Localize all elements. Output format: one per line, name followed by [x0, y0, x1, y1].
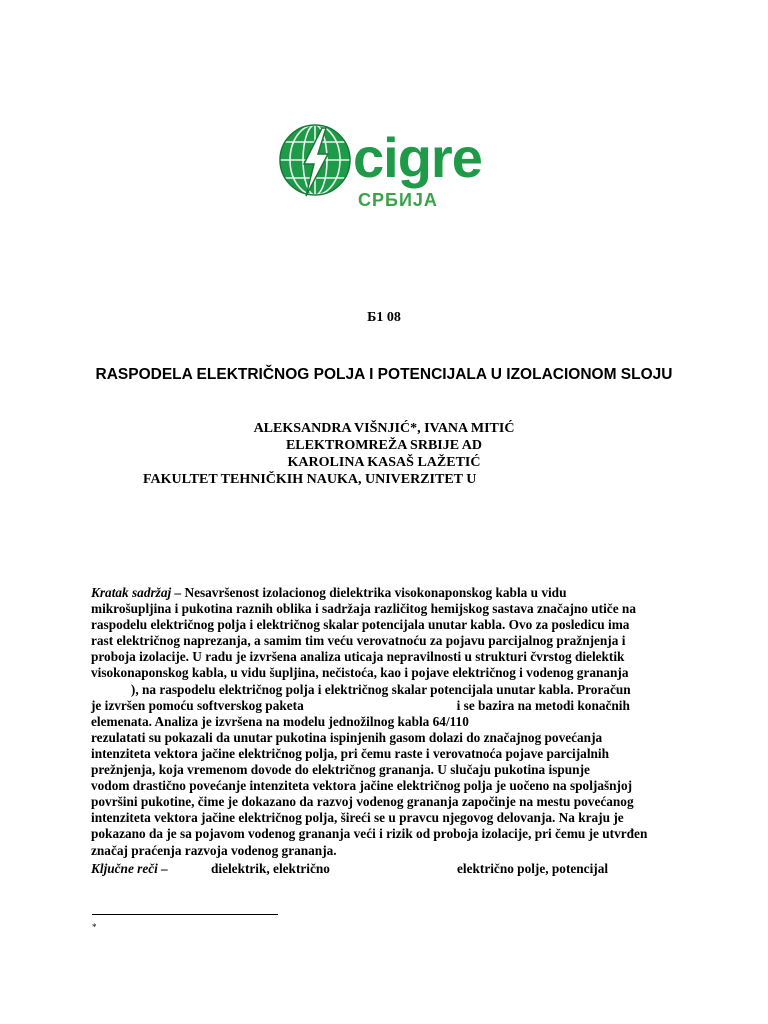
- abstract: [91, 585, 677, 859]
- abstract-line: vodom drastično povećanje intenziteta vektora jačine električnog polja je uočeno na spoljašnjoj: [91, 778, 633, 794]
- keywords-label: Ključne reči –: [91, 861, 168, 876]
- globe-lightning-icon: [278, 120, 352, 200]
- keywords-text: električno polje, potencijal: [457, 861, 609, 876]
- abstract-line: visokonaponskog kabla, u vidu šupljina, nečistoća, kao i pojave električnog i vodenog grananja: [91, 665, 629, 681]
- logo-wordmark: cigre: [353, 126, 482, 189]
- keywords-text: dielektrik, električno: [211, 861, 330, 876]
- footnote-separator: [92, 914, 278, 915]
- keywords-line: [91, 861, 609, 877]
- abstract-line: je izvršen pomoću softverskog paketa i se bazira na metodi konačnih: [91, 697, 630, 713]
- footnote-mark: *: [92, 922, 97, 932]
- abstract-line: intenziteta vektora jačine električnog polja, šireći se u pravcu njegovog delovanja. Na kraju je: [91, 810, 624, 826]
- abstract-label: Kratak sadržaj –: [91, 585, 182, 600]
- abstract-line: intenziteta vektora jačine električnog polja, pri čemu raste i verovatnoća pojave parcijalnih: [91, 745, 609, 761]
- abstract-line: pokazano da je sa pojavom vodenog grananja veći i rizik od proboja izolacije, pri čemu je utvrđen: [91, 826, 648, 842]
- abstract-line: rast električnog naprezanja, a samim tim veću verovatnoću za pojavu parcijalnog pražnjenja i: [91, 633, 626, 649]
- author-line: KAROLINA KASAŠ LAŽETIĆ: [287, 455, 481, 470]
- abstract-line: raspodelu električnog polja i električnog skalar potencijala unutar kabla. Ovo za posledicu ima: [91, 617, 630, 633]
- cigre-logo: [278, 118, 493, 213]
- affiliation-line: ELEKTROMREŽA SRBIJE AD: [285, 438, 483, 453]
- authors-block: [0, 420, 768, 488]
- abstract-first-line: [91, 585, 677, 601]
- logo-subtitle: СРБИЈА: [358, 190, 438, 210]
- abstract-line: mikrošupljina i pukotina raznih oblika i sadržaja različitog hemijskog sastava značajno utiče na: [91, 601, 636, 617]
- abstract-line: Nesavršenost izolacionog dielektrika visokonaponskog kabla u vidu: [181, 585, 567, 600]
- abstract-line: površini pukotine, čime je dokazano da razvoj vodenog grananja započinje na mestu povećanog: [91, 794, 634, 810]
- abstract-line: elemenata. Analiza je izvršena na modelu jednožilnog kabla 64/110: [91, 713, 469, 729]
- abstract-line: proboja izolacije. U radu je izvršena analiza uticaja nepravilnosti u strukturi čvrstog dielektik: [91, 649, 625, 665]
- abstract-line: značaj praćenja razvoja vodenog grananja.: [91, 842, 337, 858]
- abstract-line: prežnjenja, koja vremenom dovode do električnog grananja. U slučaju pukotina ispunje: [91, 762, 590, 778]
- author-line: ALEKSANDRA VIŠNJIĆ*, IVANA MITIĆ: [253, 421, 515, 436]
- affiliation-line: FAKULTET TEHNIČKIH NAUKA, UNIVERZITET U: [143, 472, 477, 487]
- paper-code: Б1 08: [367, 310, 401, 325]
- abstract-line: ), na raspodelu električnog polja i električnog skalar potencijala unutar kabla. Proračun: [91, 681, 631, 697]
- paper-title: RASPODELA ELEKTRIČNOG POLJA I POTENCIJALA U IZOLACIONOM SLOJU: [95, 366, 673, 383]
- abstract-line: rezulatati su pokazali da unutar pukotina ispinjenih gasom dolazi do značajnog povećanja: [91, 729, 603, 745]
